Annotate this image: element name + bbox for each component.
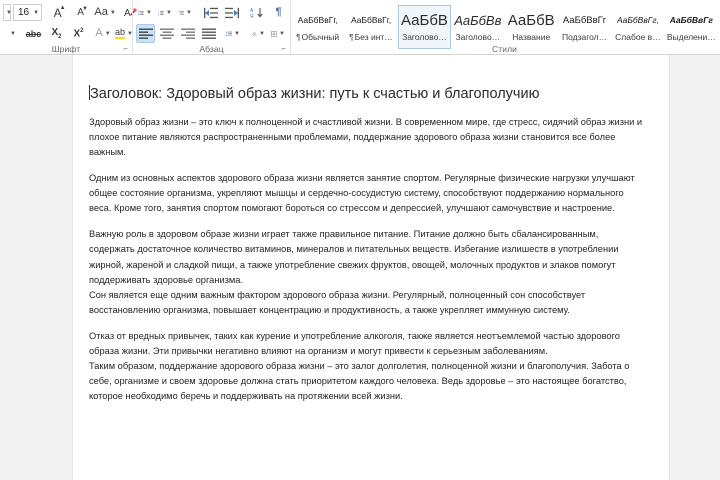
style-preview — [351, 8, 391, 32]
bold-italic-underline-stub[interactable] — [3, 24, 22, 43]
align-right-button[interactable] — [178, 24, 197, 43]
style-name — [512, 32, 550, 42]
shrink-font-icon: A ▼ — [77, 6, 88, 18]
style-name — [349, 32, 393, 42]
change-case-icon: Aa — [94, 6, 108, 18]
style-name — [296, 32, 339, 42]
style-preview-text: АаБбВвГг, — [297, 15, 338, 25]
svg-text:A: A — [123, 8, 131, 19]
font-row-1 — [0, 2, 132, 23]
ribbon-group-font — [0, 0, 132, 55]
style-name-text: Слабое в… — [615, 32, 661, 42]
chevron-down-icon: ▼ — [6, 9, 12, 16]
style-name — [562, 32, 607, 42]
shading-icon — [251, 28, 257, 40]
chevron-down-icon: ▼ — [127, 30, 133, 37]
align-center-icon — [160, 28, 174, 39]
style-name — [667, 32, 716, 42]
subscript-button[interactable] — [47, 24, 66, 43]
chevron-down-icon: ▼ — [279, 30, 285, 37]
ribbon — [0, 0, 720, 55]
shading-button[interactable] — [249, 24, 268, 43]
font-name-combo[interactable] — [3, 4, 11, 21]
style-name — [402, 32, 447, 42]
style-tile-no-spacing[interactable] — [344, 5, 397, 49]
font-row-2 — [0, 23, 132, 44]
font-size-value: 16 — [18, 7, 30, 18]
bullets-button[interactable] — [136, 3, 155, 22]
style-preview — [298, 8, 338, 32]
decrease-indent-icon — [204, 7, 218, 19]
chevron-down-icon: ▼ — [146, 9, 152, 16]
borders-button[interactable] — [269, 24, 288, 43]
style-name-text: Заголово… — [455, 32, 501, 42]
paragraph-dialog-launcher[interactable]: ⌐ — [281, 44, 286, 53]
svg-text:1: 1 — [158, 10, 159, 13]
strikethrough-icon: abc — [25, 28, 42, 39]
numbering-icon — [158, 7, 164, 19]
style-name-text: Заголово… — [402, 32, 447, 42]
superscript-icon: $X^2$ — [73, 27, 84, 40]
style-tile-subtitle[interactable] — [558, 5, 611, 49]
document-paragraph[interactable]: Одним из основных аспектов здорового образа жизни является занятие спортом. Регулярные физические нагрузки улучшают общее состояние организма, укрепляют мышцы и сердечно-сосудистую систему, способствуют поддержанию нормального веса. Кроме того, занятия спортом помогают бороться со стрессом и депрессией, улучшают самочувствие и настроение. — [89, 173, 635, 214]
align-left-button[interactable] — [136, 24, 155, 43]
document-page[interactable] — [72, 55, 670, 480]
style-name-text: Обычный — [301, 32, 340, 42]
ribbon-group-styles — [290, 0, 718, 55]
style-preview — [563, 8, 606, 32]
superscript-button[interactable] — [69, 24, 88, 43]
svg-text:A: A — [249, 7, 253, 14]
justify-icon — [202, 28, 216, 39]
sort-icon — [250, 7, 264, 19]
grow-font-icon: A ▲ — [53, 4, 66, 20]
text-effects-button[interactable] — [94, 24, 113, 43]
font-dialog-launcher[interactable]: ⌐ — [123, 44, 128, 53]
style-preview — [617, 8, 659, 32]
style-tile-heading2[interactable] — [451, 5, 504, 49]
group-label-font: Шрифт — [51, 44, 81, 54]
group-label-paragraph: Абзац — [199, 44, 224, 54]
style-tile-title[interactable] — [505, 5, 558, 49]
borders-icon — [271, 28, 277, 40]
style-tile-heading1[interactable] — [398, 5, 451, 49]
style-preview — [670, 8, 713, 32]
shrink-font-button[interactable] — [71, 3, 90, 22]
chevron-down-icon: ▼ — [10, 30, 16, 37]
align-right-icon — [181, 28, 195, 39]
line-spacing-button[interactable] — [224, 24, 243, 43]
increase-indent-icon — [225, 7, 239, 19]
group-label-styles: Стили — [492, 44, 517, 54]
pilcrow-icon: ¶ — [296, 33, 301, 42]
style-tile-normal[interactable] — [291, 5, 344, 49]
chevron-down-icon: ▼ — [234, 30, 240, 37]
chevron-down-icon: ▼ — [33, 9, 40, 16]
svg-text:1: 1 — [178, 10, 179, 13]
style-tile-subtle-emphasis[interactable] — [611, 5, 664, 49]
document-title[interactable] — [89, 85, 643, 103]
style-preview-text: АаБбВвГг — [669, 15, 713, 25]
increase-indent-button[interactable] — [222, 3, 241, 22]
align-left-icon — [139, 28, 153, 39]
page-content — [73, 55, 669, 404]
style-preview — [454, 8, 501, 32]
chevron-down-icon: ▼ — [104, 30, 111, 37]
style-preview-text: АаБбВвГг, — [350, 15, 392, 25]
pilcrow-icon: ¶ — [349, 33, 354, 42]
document-title-text: Заголовок: Здоровый образ жизни: путь к счастью и благополучию — [90, 86, 540, 102]
styles-gallery — [291, 2, 718, 49]
svg-text:2: 2 — [158, 12, 159, 15]
style-name-text: Без инт… — [354, 32, 393, 42]
style-name-text: Название — [512, 32, 551, 42]
style-tile-emphasis[interactable] — [665, 5, 718, 49]
document-paragraph[interactable]: Сон является еще одним важным фактором здорового образа жизни. Регулярный, полноценный сон способствует восстановлению организма, повышает концентрацию и продуктивность, а также укрепляет иммунную систему. — [89, 289, 586, 315]
style-name — [615, 32, 661, 42]
text-effects-icon: A — [95, 27, 103, 39]
highlight-icon: ab — [115, 27, 126, 38]
document-paragraph[interactable]: Здоровый образ жизни – это ключ к полноценной и счастливой жизни. В современном мире, где стресс, сидячий образ жизни и плохое питание являются распространенными проблемами, поддержание здорового образа жизни становится все более важным. — [89, 117, 643, 158]
document-paragraph[interactable]: Таким образом, поддержание здорового образа жизни – это залог долголетия, полноценной жизни и благополучия. Забота о себе, организме и своем здоровье должна стать приоритетом каждого человека. Ведь здоровье – это настоящее богатство, которое необходимо беречь и поддерживать на протяжении всей жизни. — [89, 360, 630, 401]
paragraph-row-1 — [133, 2, 290, 23]
grow-font-button[interactable] — [48, 3, 67, 22]
numbering-button[interactable] — [156, 3, 175, 22]
paragraph-row-2 — [133, 23, 290, 44]
strikethrough-button[interactable] — [24, 24, 43, 43]
svg-text:3: 3 — [158, 13, 159, 16]
style-name-text: Подзагол… — [561, 32, 608, 42]
sort-button[interactable] — [247, 3, 266, 22]
chevron-down-icon: ▼ — [186, 9, 192, 16]
multilevel-list-button[interactable] — [176, 3, 195, 22]
style-preview-text: АаБбВвГг — [562, 14, 607, 26]
subscript-icon: $X_2$ — [51, 27, 62, 40]
chevron-down-icon: ▼ — [109, 9, 116, 16]
document-paragraph[interactable]: Важную роль в здоровом образе жизни играет также правильное питание. Питание должно быть сбалансированным, содержать достаточное количество витаминов, минералов и питательных веществ. Избегание излишеств в употреблении жирной, жареной и сладкой пищи, а также употребление свежих фруктов, овощей, молочных продуктов и злаков помогут поддерживать здоровье организма. — [89, 229, 619, 285]
svg-text:Я: Я — [249, 13, 254, 19]
style-preview — [401, 8, 448, 32]
document-canvas — [0, 55, 720, 480]
justify-button[interactable] — [199, 24, 218, 43]
style-preview-text: АаБбВ — [400, 11, 448, 29]
chevron-down-icon: ▼ — [166, 9, 172, 16]
style-name — [455, 32, 500, 42]
style-preview — [508, 8, 555, 32]
multilevel-list-icon — [178, 7, 184, 19]
line-spacing-icon — [226, 28, 232, 40]
align-center-button[interactable] — [157, 24, 176, 43]
chevron-down-icon: ▼ — [259, 30, 265, 37]
style-name-text: Выделени… — [666, 32, 716, 42]
style-preview-text: АаБбВв — [454, 12, 502, 28]
change-case-button[interactable] — [96, 3, 115, 22]
show-formatting-marks-button[interactable] — [269, 3, 288, 22]
decrease-indent-button[interactable] — [201, 3, 220, 22]
style-preview-text: АаБбВ — [507, 11, 555, 29]
pilcrow-icon: ¶ — [275, 6, 282, 18]
bullets-icon — [138, 7, 144, 19]
ribbon-group-paragraph — [132, 0, 290, 55]
document-paragraph[interactable]: Отказ от вредных привычек, таких как курение и употребление алкоголя, также является неотъемлемой частью здорового образа жизни. Эти привычки негативно влияют на организм и могут привести к серьезным заболеваниям. — [89, 330, 620, 356]
style-preview-text: АаБбВвГг, — [616, 15, 659, 25]
font-size-combo[interactable] — [13, 4, 42, 21]
